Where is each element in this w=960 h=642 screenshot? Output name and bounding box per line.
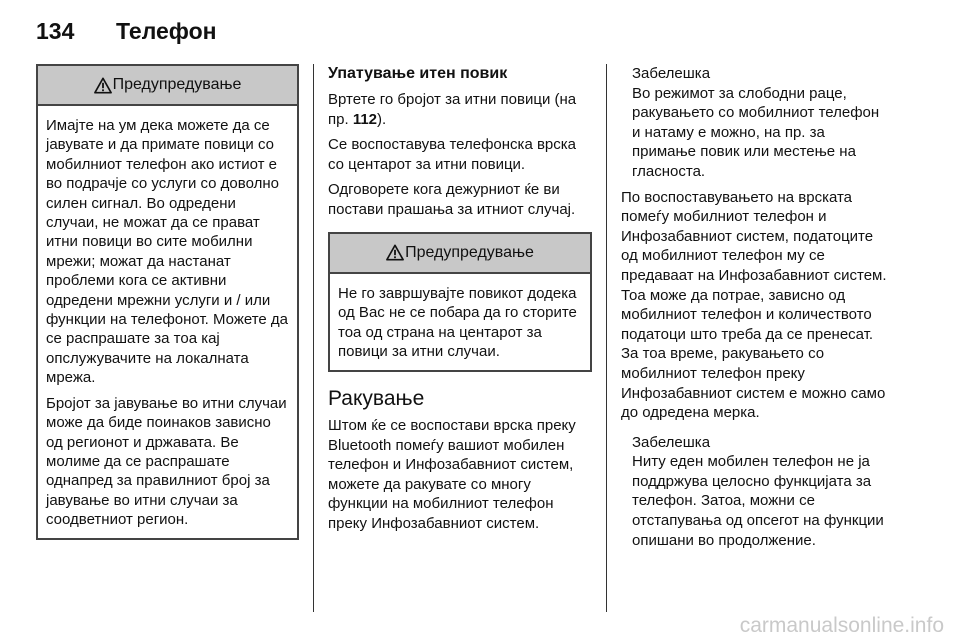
left-column (36, 64, 299, 540)
dial-text-before: Вртете го бројот за итни повици (на пр. (328, 91, 577, 128)
warning-header (330, 234, 590, 274)
note-2 (621, 433, 889, 551)
page-title: Телефон (116, 18, 217, 44)
warning-box-middle (328, 232, 592, 372)
column-divider-1 (313, 64, 314, 612)
warning-triangle-icon (386, 244, 404, 261)
paragraph-answer: Одговорете кога дежурниот ќе ви постави прашања за итниот случај. (328, 181, 576, 218)
note-1-label: Забелешка (632, 65, 711, 82)
paragraph-operation: Штом ќе се воспостави врска преку Bluetooth помеѓу вашиот мобилен телефон и Инфозабавниот систем, можете да ракувате со многу функции на мобилниот телефон преку Инфозабавниот систем. (328, 416, 576, 532)
warning-paragraph-1: Имајте на ум дека можете да се јавувате и да примате повици со мобилниот телефон ако истиот е во подрачје со услуги со доволно силен сигнал. Во одредени случаи, не можат да се прават итни повици во сите мобилни мрежи; можат да настанат проблеми кога се активни одредени мрежни услуги и / или функции на телефонот. Можете да се распрашате за тоа кај опслужувачите на локалната мрежа. (46, 117, 289, 387)
warning-body (330, 274, 590, 370)
warning-paragraph-2: Бројот за јавување во итни случаи може да биде поинаков зависно од регионот и државата. Ве молиме да се распрашате однапред за правилниот број за јавување во итни случаи за соодветниот регион. (46, 394, 287, 529)
note-1-body: Во режимот за слободни раце, ракувањето со мобилниот телефон и натаму е можно, на пр. за примање повик или местење на гласноста. (632, 84, 880, 180)
warning-body (38, 106, 297, 538)
note-1 (621, 64, 889, 182)
warning-box-left (36, 64, 299, 540)
paragraph-dial-number (328, 90, 592, 129)
right-column (621, 64, 889, 556)
warning-text: Не го завршувајте повикот додека од Вас не се побара да го сторите тоа од страна на центарот за повици за итни случаи. (338, 284, 577, 361)
paragraph-data-transfer: По воспоставувањето на врската помеѓу мобилниот телефон и Инфозабавниот систем, податоците од мобилниот телефон му се предаваат на Инфозабавниот систем. Тоа може да потрае, зависно од мобилниот телефон и количеството податоци што треба да се пренесат. За тоа време, ракувањето со мобилниот телефон преку Инфозабавниот систем е можно само до одредена мерка. (621, 188, 887, 422)
note-2-body: Ниту еден мобилен телефон не ја поддржува целосно функцијата за телефон. Затоа, можни се отстапувања од опсегот на функции опишани во продолжение. (632, 453, 884, 549)
column-divider-2 (606, 64, 607, 612)
warning-triangle-icon (94, 77, 112, 94)
note-2-text (632, 433, 889, 551)
warning-header (38, 66, 297, 106)
warning-title: Предупредување (112, 76, 242, 93)
section-heading-operation: Ракување (328, 386, 425, 410)
middle-column (328, 64, 592, 540)
emergency-number: 112 (352, 110, 378, 128)
paragraph-connection: Се воспоставува телефонска врска со центарот за итни повици. (328, 136, 576, 173)
page-number: 134 (36, 18, 75, 44)
note-2-label: Забелешка (632, 433, 711, 451)
dial-text-after: ). (377, 110, 387, 128)
section-heading-emergency-call: Упатување итен повик (328, 65, 508, 82)
note-1-text (632, 64, 889, 182)
warning-title: Предупредување (405, 243, 534, 261)
watermark: carmanualsonline.info (739, 614, 944, 637)
